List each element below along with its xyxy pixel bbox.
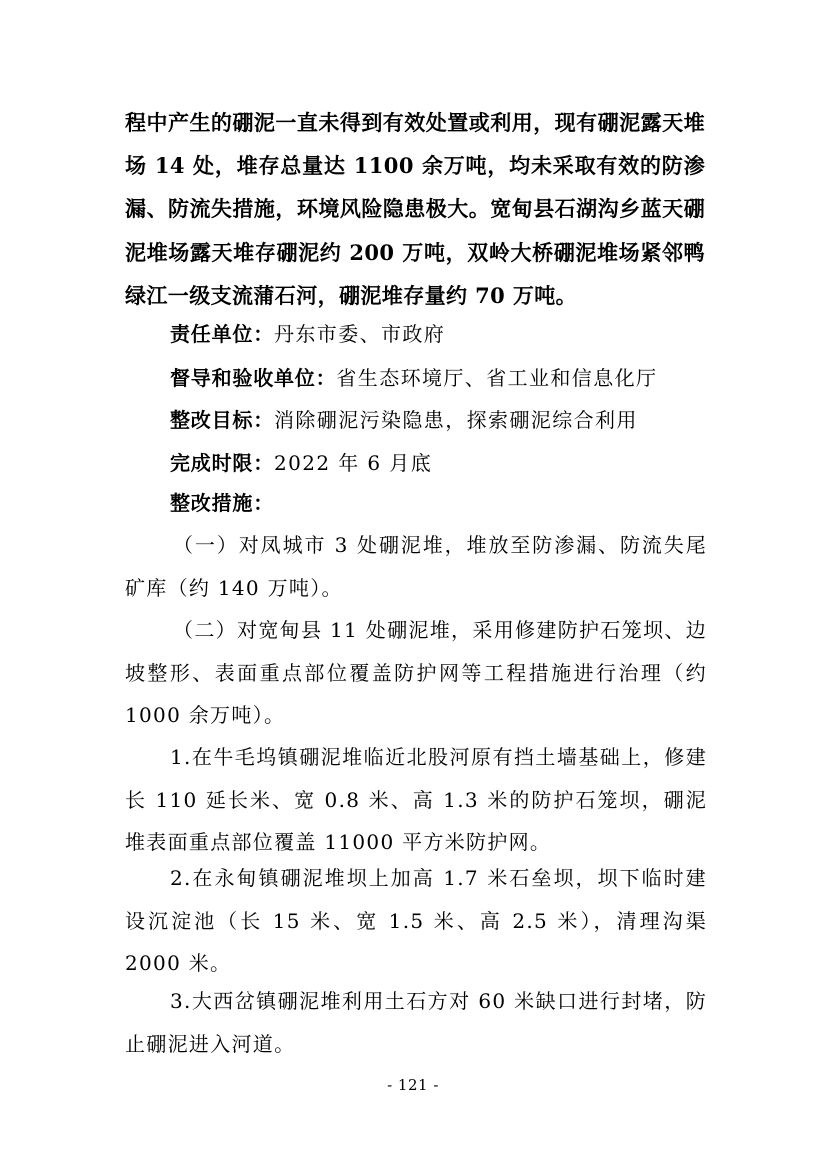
rectification-goal-line xyxy=(170,406,638,434)
rectification-goal-value: 消除硼泥污染隐患，探索硼泥综合利用 xyxy=(274,408,638,432)
supervision-unit-line xyxy=(170,364,657,392)
measure-item: （二）对宽甸县 11 处硼泥堆，采用修建防护石笼坝、边坡整形、表面重点部位覆盖防护网等工程措施进行治理（约 1000 余万吨）。 xyxy=(125,618,707,727)
deadline-value: 2022 年 6 月底 xyxy=(274,451,433,475)
responsible-unit-label: 责任单位： xyxy=(170,322,274,346)
measure-item: 1.在牛毛坞镇硼泥堆临近北股河原有挡土墙基础上，修建长 110 延长米、宽 0.8 米、高 1.3 米的防护石笼坝，硼泥堆表面重点部位覆盖 11000 平方米防护网。 xyxy=(125,745,707,854)
intro-paragraph: 程中产生的硼泥一直未得到有效处置或利用，现有硼泥露天堆场 14 处，堆存总量达 1100 余万吨，均未采取有效的防渗漏、防流失措施，环境风险隐患极大。宽甸县石湖沟乡蓝天硼泥堆场露天堆存硼泥约 200 万吨，双岭大桥硼泥堆场紧邻鸭绿江一级支流蒲石河，硼泥堆存量约 70 万吨。 xyxy=(125,110,705,308)
responsible-unit-value: 丹东市委、市政府 xyxy=(274,322,446,346)
measures-heading: 整改措施： xyxy=(170,491,274,515)
measure-item: 2.在永甸镇硼泥堆坝上加高 1.7 米石垒坝，坝下临时建设沉淀池（长 15 米、宽 1.5 米、高 2.5 米），清理沟渠 2000 米。 xyxy=(125,866,707,975)
page-number: - 121 - xyxy=(387,1076,439,1094)
supervision-unit-value: 省生态环境厅、省工业和信息化厅 xyxy=(336,366,658,390)
measure-item: 3.大西岔镇硼泥堆利用土石方对 60 米缺口进行封堵，防止硼泥进入河道。 xyxy=(125,989,707,1056)
deadline-label: 完成时限： xyxy=(170,451,274,475)
responsible-unit-line xyxy=(170,320,445,348)
measures-heading-line xyxy=(170,489,274,517)
supervision-unit-label: 督导和验收单位： xyxy=(170,366,337,390)
rectification-goal-label: 整改目标： xyxy=(170,408,274,432)
deadline-line xyxy=(170,449,432,477)
measure-item: （一）对凤城市 3 处硼泥堆，堆放至防渗漏、防流失尾矿库（约 140 万吨）。 xyxy=(125,533,707,600)
